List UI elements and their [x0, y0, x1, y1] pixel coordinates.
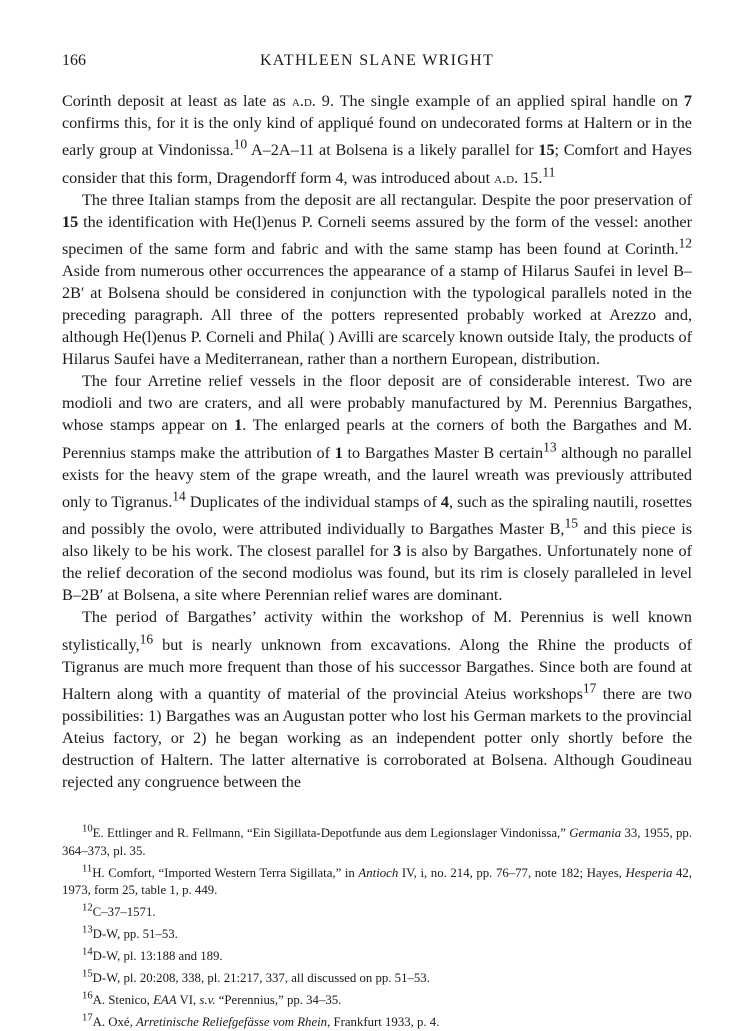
footnote: $^{11}$H. Comfort, “Imported Western Terra Sigillata,” in Antioch IV, i, no. 214, pp. 76–77, note 182; Hayes, Hesperia 42, 1973, form 25, table 1, p. 449. [62, 863, 692, 898]
body-text [62, 90, 692, 793]
page [62, 52, 692, 1031]
footnote: $^{12}$C–37–1571. [82, 903, 156, 920]
footnote: $^{10}$E. Ettlinger and R. Fellmann, “Ein Sigillata-Depotfunde aus dem Legionslager Vindonissa,” Germania 33, 1955, pp. 364–373, pl. 35. [62, 824, 692, 858]
body-paragraph: The three Italian stamps from the deposit are all rectangular. Despite the poor preservation of 15 the identification with He(l)enus P. Corneli seems assured by the form of the vessel: another specimen of the same form and fabric and with the same stamp has been found at Corinth.$^{12}$ Aside from numerous other occurrences the appearance of a stamp of Hilarus Saufei in level B–2B′ at Bolsena should be considered in conjunction with the typological parallels noted in the preceding paragraph. All three of the potters represented probably worked at Arezzo and, although He(l)enus P. Corneli and Phila( ) Avilli are scarcely known outside Italy, the products of Hilarus Saufei have a Mediterranean, rather than a northern European, distribution. [62, 190, 692, 369]
footnote: $^{15}$D-W, pl. 20:208, 338, pl. 21:217, 337, all discussed on pp. 51–53. [82, 968, 430, 985]
footnote: $^{13}$D-W, pp. 51–53. [82, 924, 178, 942]
footnote: $^{16}$A. Stenico, EAA VI, s.v. “Perennius,” pp. 34–35. [82, 990, 342, 1007]
footnote: $^{14}$D-W, pl. 13:188 and 189. [82, 946, 223, 964]
body-paragraph: The four Arretine relief vessels in the floor deposit are of considerable interest. Two are modioli and two are craters, and all were probably manufactured by M. Perennius Bargathes, whose stamps appear on 1. The enlarged pearls at the corners of both the Bargathes and M. Perennius stamps make the attribution of 1 to Bargathes Master B certain$^{13}$ although no parallel exists for the heavy stem of the grape wreath, and the laurel wreath was previously attributed only to Tigranus.$^{14}$ Duplicates of the individual stamps of 4, such as the spiraling nautili, rosettes and possibly the ovolo, were attributed individually to Bargathes Master B,$^{15}$ and this piece is also likely to be his work. The closest parallel for 3 is also by Bargathes. Unfortunately none of the relief decoration of the second modiolus was found, but its rim is closely paralleled in level B–2B′ at Bolsena, a site where Perennian relief wares are dominant. [62, 372, 693, 605]
body-paragraph: Corinth deposit at least as late as a.d. 9. The single example of an applied spiral handle on 7 confirms this, for it is the only kind of appliqué found on undecorated forms at Haltern or in the early group at Vindonissa.$^{10}$ A–2A–11 at Bolsena is a likely parallel for 15; Comfort and Hayes consider that this form, Dragendorff form 4, was introduced about a.d. 15.11 [62, 92, 692, 187]
running-header [62, 52, 692, 76]
running-title: KATHLEEN SLANE WRIGHT [259, 52, 495, 69]
footnote: $^{17}$A. Oxé, Arretinische Reliefgefässe vom Rhein, Frankfurt 1933, p. 4. [82, 1012, 440, 1029]
body-paragraph: The period of Bargathes’ activity within the workshop of M. Perennius is well known stylistically,$^{16}$ but is nearly unknown from excavations. Along the Rhine the products of Tigranus are much more frequent than those of his successor Bargathes. Since both are found at Haltern along with a quantity of material of the provincial Ateius workshops$^{17}$ there are two possibilities: 1) Bargathes was an Augustan potter who lost his German markets to the provincial Ateius factory, or 2) he began working as an independent potter only shortly before the destruction of Haltern. The latter alternative is corroborated at Bolsena. Although Goudineau rejected any congruence between the [62, 608, 692, 792]
page-number: 166 [62, 52, 86, 69]
footnotes [62, 821, 692, 1031]
